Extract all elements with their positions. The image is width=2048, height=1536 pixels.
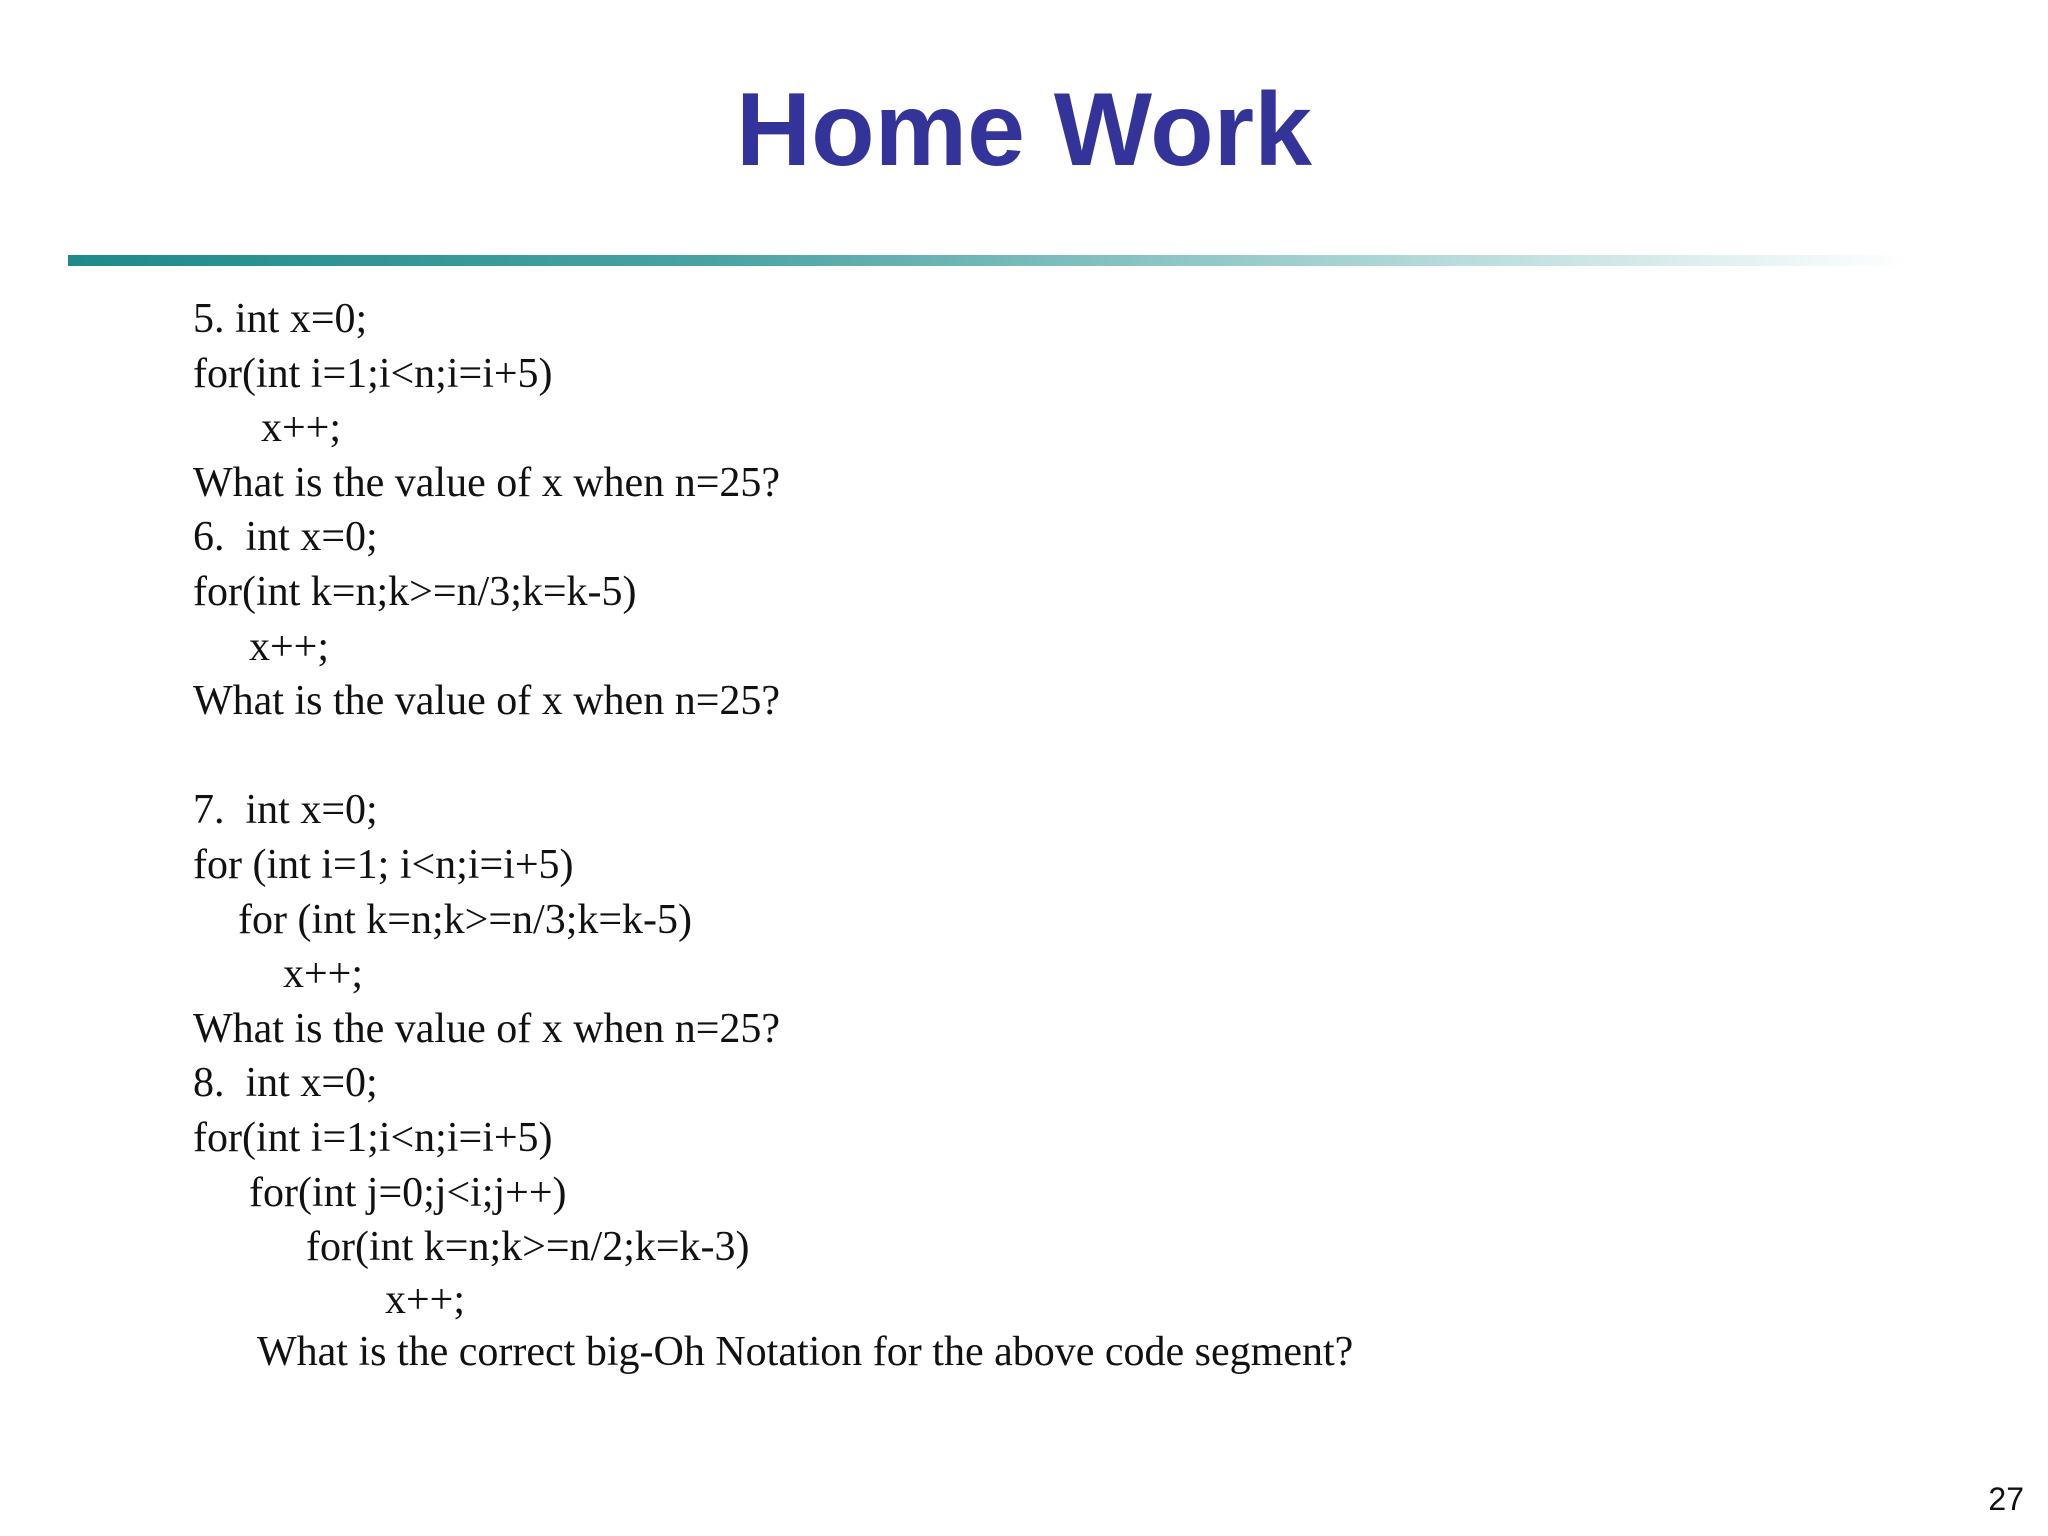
problem-6-line-3: x++; [249,623,330,670]
problem-7-line-1: 7. int x=0; [193,787,378,834]
problem-7-line-3: for (int k=n;k>=n/3;k=k-5) [238,896,693,943]
problem-6-line-2: for(int k=n;k>=n/3;k=k-5) [193,568,637,615]
problem-8-line-2: for(int i=1;i<n;i=i+5) [193,1114,553,1161]
problem-8-line-1: 8. int x=0; [193,1060,378,1107]
problem-8-line-3: for(int j=0;j<i;j++) [249,1169,567,1216]
page-number: 27 [1988,1481,2024,1517]
problem-5-question: What is the value of x when n=25? [193,459,781,506]
spacer [193,729,1353,784]
problem-8-line-5: x++; [385,1276,466,1323]
problem-5-line-3: x++; [261,405,342,452]
problem-6-line-1: 6. int x=0; [193,514,378,561]
problem-8-question: What is the correct big-Oh Notation for the above code segment? [257,1328,1354,1375]
problem-6-question: What is the value of x when n=25? [193,678,781,725]
title-divider [68,255,1908,266]
problem-7-line-4: x++; [283,951,364,998]
problem-5-line-1: 5. int x=0; [193,296,368,342]
problem-7-question: What is the value of x when n=25? [193,1005,781,1052]
slide-title: Home Work [736,72,1312,188]
problem-7-line-2: for (int i=1; i<n;i=i+5) [193,841,574,888]
problem-5-line-2: for(int i=1;i<n;i=i+5) [193,350,553,397]
problem-8-line-4: for(int k=n;k>=n/2;k=k-3) [306,1224,750,1271]
slide-body [193,292,1353,1379]
